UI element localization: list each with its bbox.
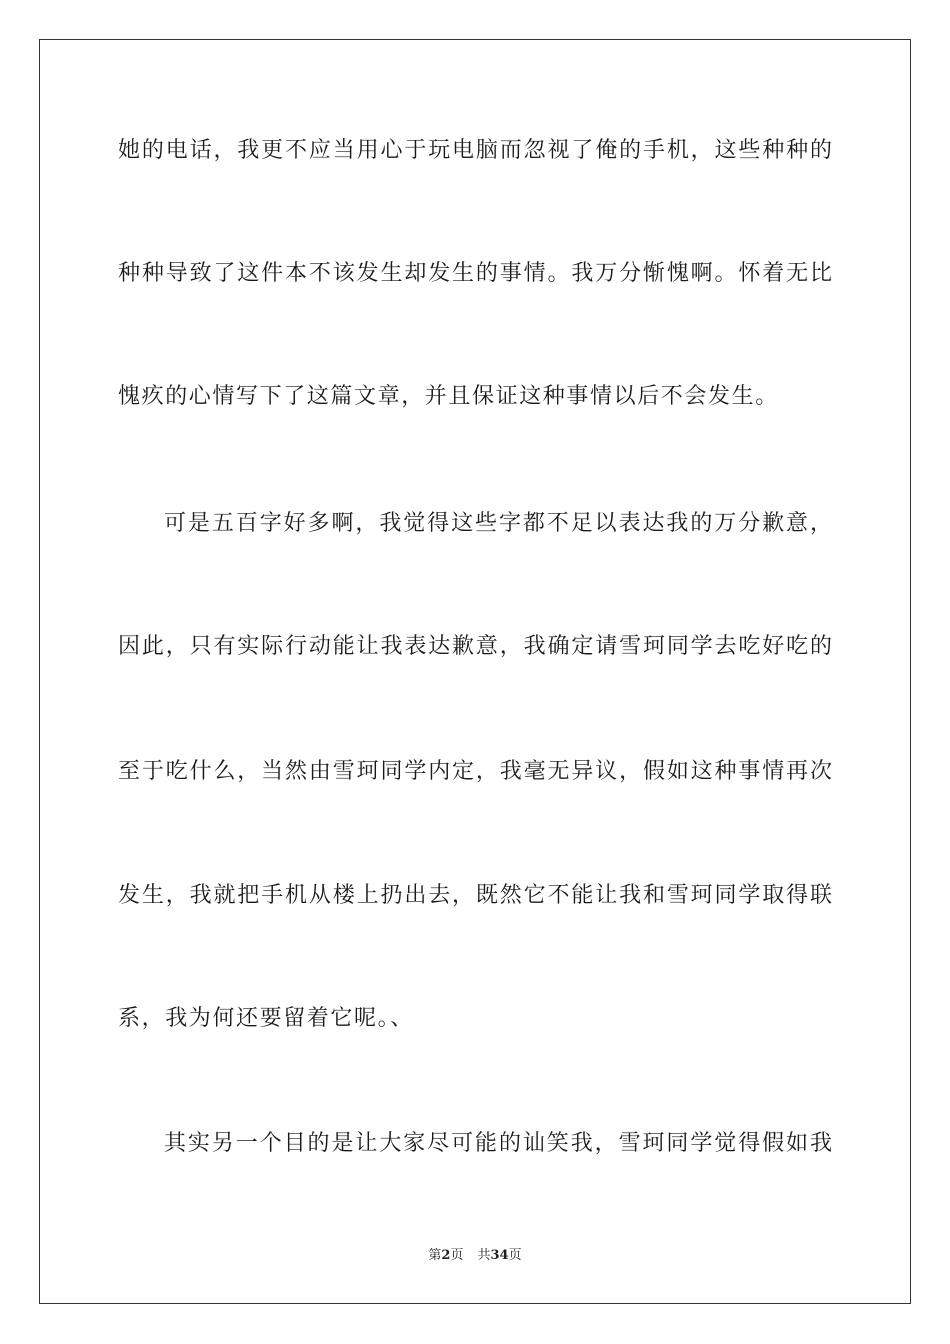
text-line-1: 她的电话，我更不应当用心于玩电脑而忽视了俺的手机，这些种种的 (118, 138, 832, 163)
text-line-7: 发生，我就把手机从楼上扔出去，既然它不能让我和雪珂同学取得联 (118, 883, 832, 908)
page-border (39, 39, 911, 1304)
text-line-2: 种种导致了这件本不该发生却发生的事情。我万分惭愧啊。怀着无比 (118, 261, 832, 286)
text-line-5: 因此，只有实际行动能让我表达歉意，我确定请雪珂同学去吃好吃的 (118, 634, 832, 659)
total-unit: 页 (508, 1248, 522, 1263)
text-line-4: 可是五百字好多啊，我觉得这些字都不足以表达我的万分歉意， (164, 511, 832, 536)
current-page-number: 2 (441, 1248, 451, 1263)
total-prefix: 共 (477, 1248, 491, 1263)
page-prefix: 第 (428, 1248, 442, 1263)
total-page-count: 34 (490, 1248, 509, 1263)
text-line-6: 至于吃什么，当然由雪珂同学内定，我毫无异议，假如这种事情再次 (118, 759, 832, 784)
page-unit: 页 (450, 1248, 464, 1263)
text-line-3: 愧疚的心情写下了这篇文章，并且保证这种事情以后不会发生。 (118, 384, 779, 409)
text-line-9: 其实另一个目的是让大家尽可能的讪笑我，雪珂同学觉得假如我 (164, 1131, 832, 1156)
page-footer (0, 1247, 950, 1265)
text-line-8: 系，我为何还要留着它呢。、 (118, 1006, 414, 1031)
